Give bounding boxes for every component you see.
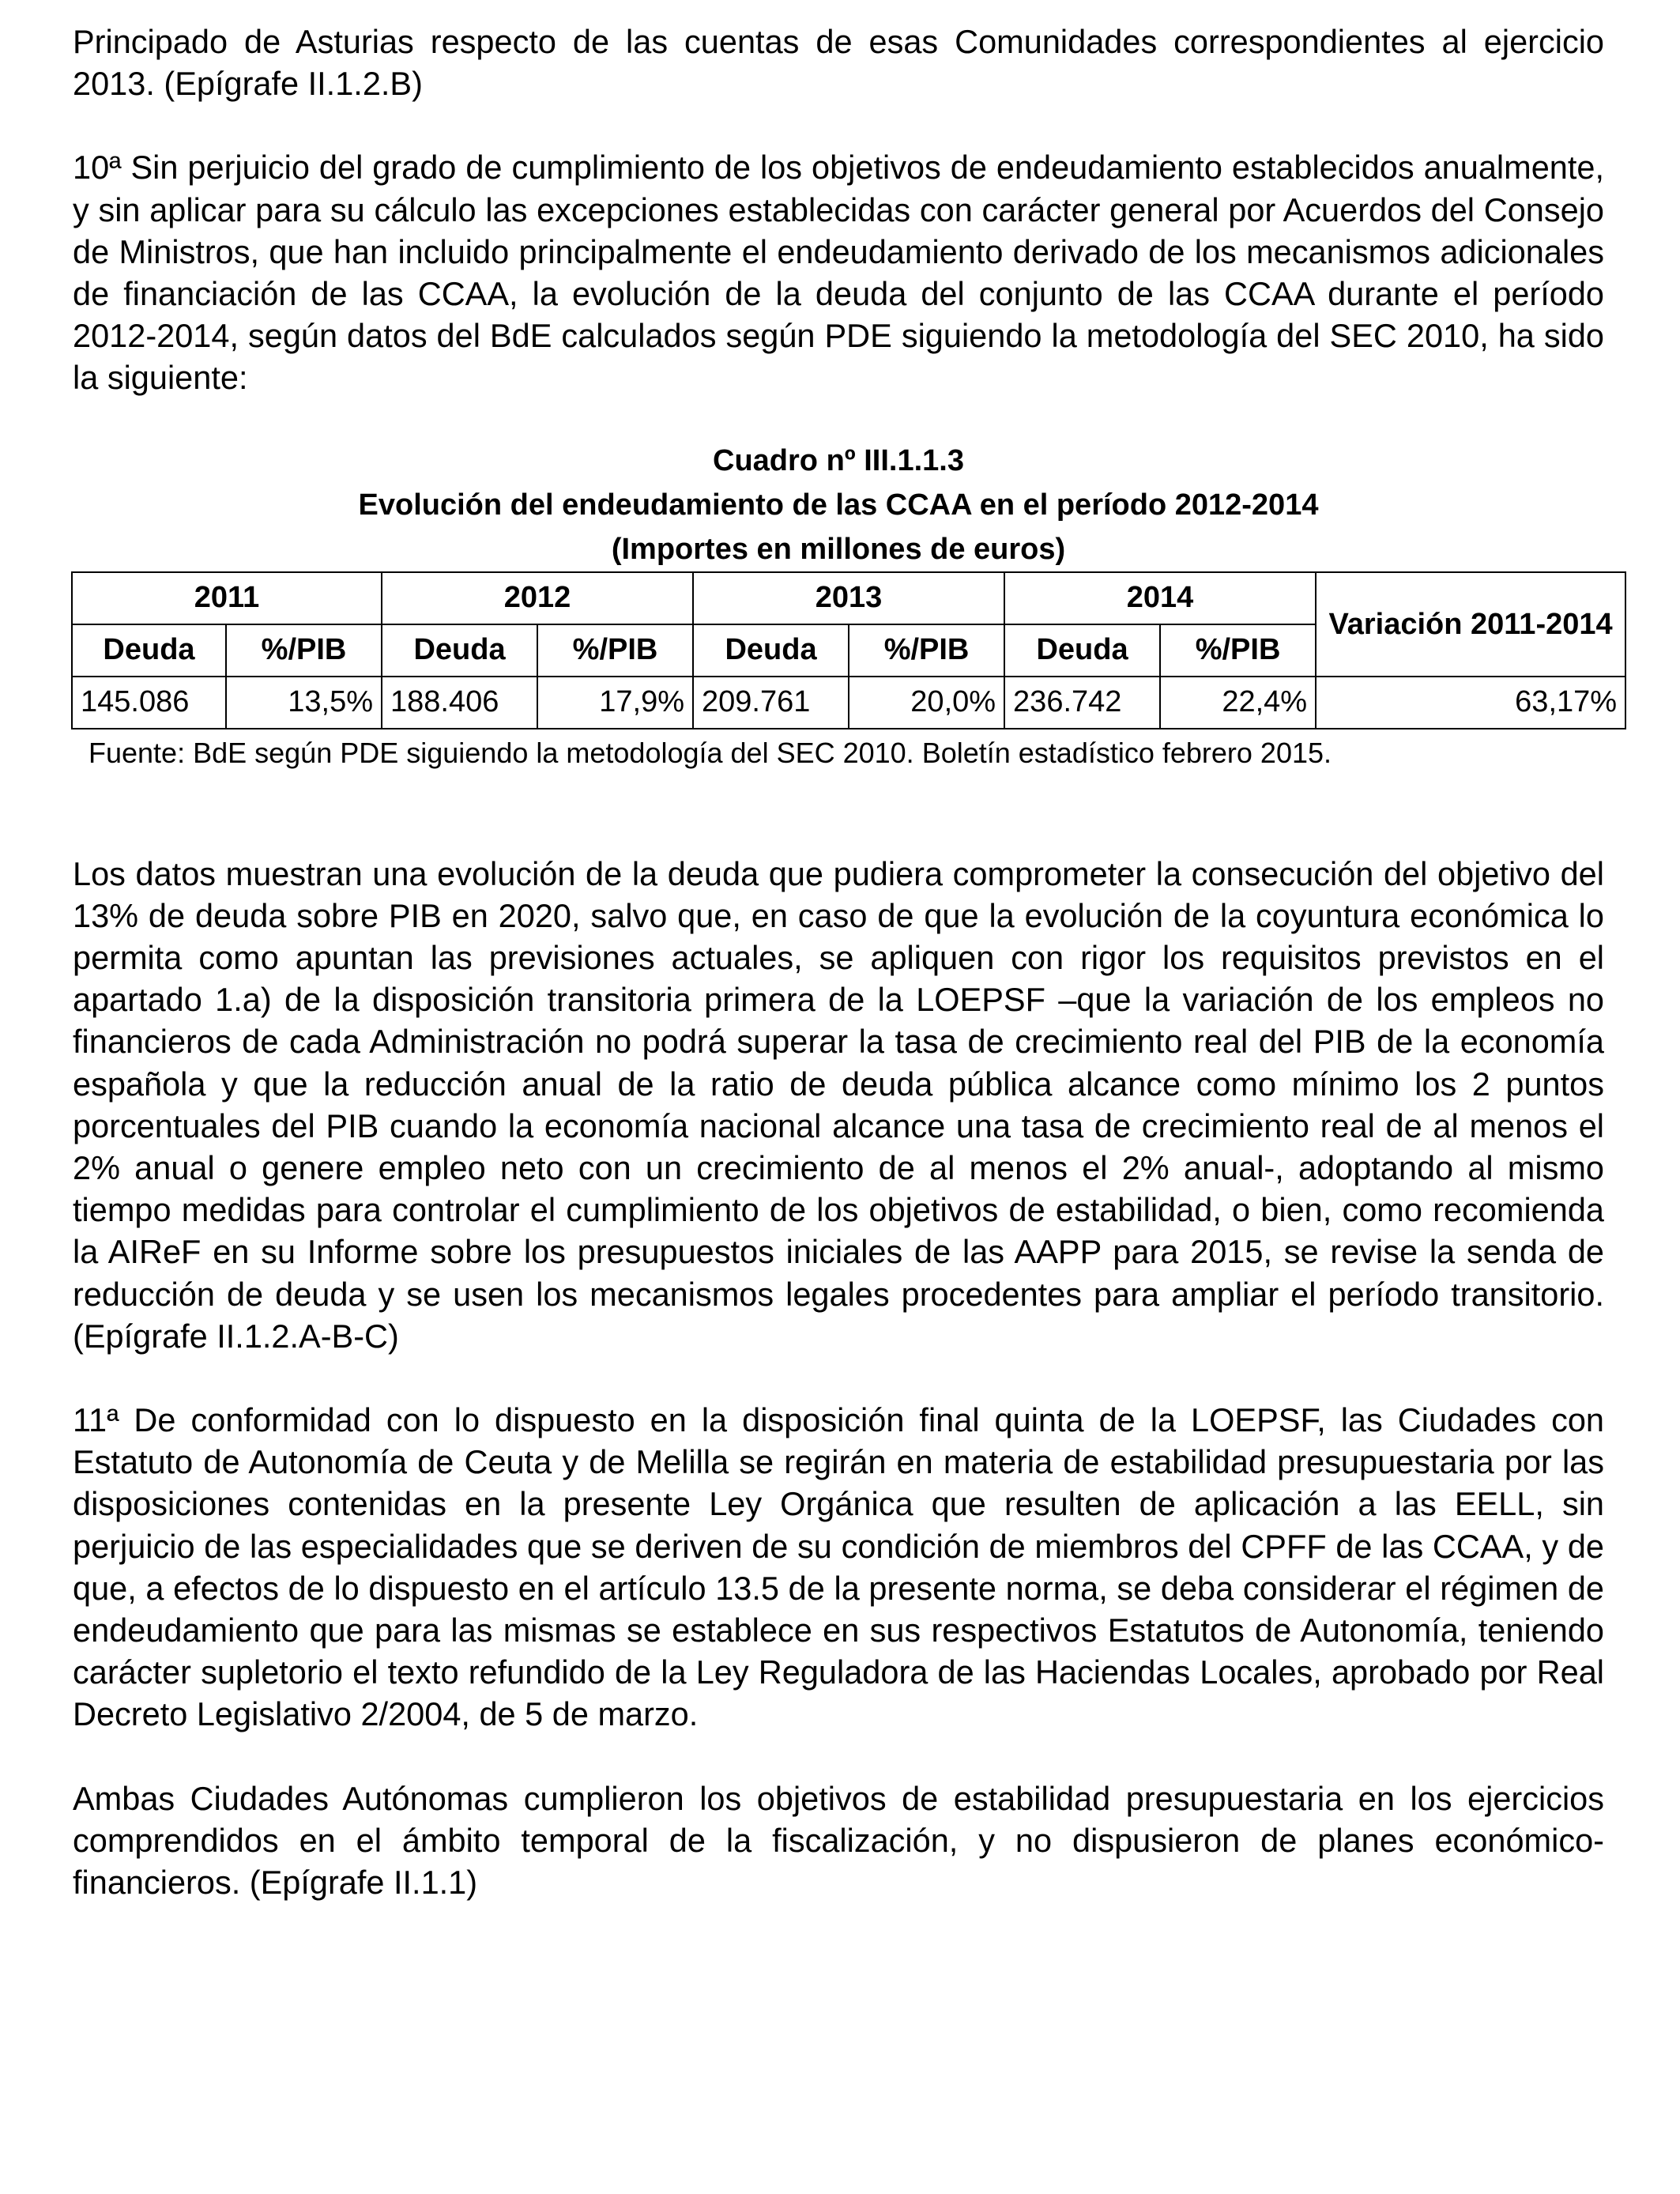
pct-gdp-header: %/PIB bbox=[849, 624, 1004, 677]
table-data-row bbox=[72, 677, 1625, 729]
pct-gdp-2012: 17,9% bbox=[537, 677, 693, 729]
debt-header: Deuda bbox=[72, 624, 226, 677]
debt-2014: 236.742 bbox=[1004, 677, 1160, 729]
table-caption bbox=[73, 439, 1604, 571]
debt-header: Deuda bbox=[382, 624, 537, 677]
pct-gdp-2014: 22,4% bbox=[1160, 677, 1316, 729]
document-page bbox=[73, 21, 1618, 1903]
paragraph-ceuta-melilla: Ambas Ciudades Autónomas cumplieron los objetivos de estabilidad presupuestaria en los ejercicios comprendidos en el ámbito temporal de la fiscalización, y no dispusieron de planes económico-financieros. (Epígrafe II.1.1) bbox=[73, 1779, 1604, 1902]
table-header-row-years bbox=[72, 572, 1625, 624]
paragraph-continuation: Principado de Asturias respecto de las cuentas de esas Comunidades correspondientes al ejercicio 2013. (Epígrafe II.1.2.B) bbox=[73, 23, 1604, 103]
variation-header: Variación 2011-2014 bbox=[1316, 572, 1625, 677]
table-source: Fuente: BdE según PDE siguiendo la metodología del SEC 2010. Boletín estadístico febrero 2015. bbox=[89, 736, 1332, 769]
pct-gdp-2013: 20,0% bbox=[849, 677, 1004, 729]
paragraph-conclusion-11: 11ª De conformidad con lo dispuesto en la disposición final quinta de la LOEPSF, las Ciudades con Estatuto de Autonomía de Ceuta y de Melilla se regirán en materia de estabilidad presupuestaria por las disposiciones contenidas en la presente Ley Orgánica que resulten de aplicación a las EELL, sin perjuicio de las especialidades que se deriven de su condición de miembros del CPFF de las CCAA, y de que, a efectos de lo dispuesto en el artículo 13.5 de la presente norma, se deba considerar el régimen de endeudamiento que para las mismas se establece en sus respectivos Estatutos de Autonomía, teniendo carácter supletorio el texto refundido de la Ley Reguladora de las Haciendas Locales, aprobado por Real Decreto Legislativo 2/2004, de 5 de marzo. bbox=[73, 1401, 1604, 1733]
debt-2011: 145.086 bbox=[72, 677, 226, 729]
paragraph-conclusion-10: 10ª Sin perjuicio del grado de cumplimiento de los objetivos de endeudamiento establecidos anualmente, y sin aplicar para su cálculo las excepciones establecidas con carácter general por Acuerdos del Consejo de Ministros, que han incluido principalmente el endeudamiento derivado de los mecanismos adicionales de financiación de las CCAA, la evolución de la deuda del conjunto de las CCAA durante el período 2012-2014, según datos del BdE calculados según PDE siguiendo la metodología del SEC 2010, ha sido la siguiente: bbox=[73, 149, 1604, 397]
debt-header: Deuda bbox=[1004, 624, 1160, 677]
variation-value: 63,17% bbox=[1316, 677, 1625, 729]
debt-2012: 188.406 bbox=[382, 677, 537, 729]
debt-2013: 209.761 bbox=[693, 677, 849, 729]
year-header-2014: 2014 bbox=[1004, 572, 1316, 624]
table-number: Cuadro nº III.1.1.3 bbox=[713, 443, 964, 477]
pct-gdp-header: %/PIB bbox=[1160, 624, 1316, 677]
pct-gdp-2011: 13,5% bbox=[226, 677, 382, 729]
pct-gdp-header: %/PIB bbox=[537, 624, 693, 677]
table-title: Evolución del endeudamiento de las CCAA en el período 2012-2014 bbox=[358, 488, 1319, 522]
paragraph-data-analysis: Los datos muestran una evolución de la deuda que pudiera comprometer la consecución del objetivo del 13% de deuda sobre PIB en 2020, salvo que, en caso de que la evolución de la coyuntura económica lo permita como apuntan las previsiones actuales, se apliquen con rigor los requisitos previstos en el apartado 1.a) de la disposición transitoria primera de la LOEPSF –que la variación de los empleos no financieros de cada Administración no podrá superar la tasa de crecimiento real del PIB de la economía española y que la reducción anual de la ratio de deuda pública alcance como mínimo los 2 puntos porcentuales del PIB cuando la economía nacional alcance una tasa de crecimiento real de al menos el 2% anual o genere empleo neto con un crecimiento de al menos el 2% anual-, adoptando al mismo tiempo medidas para controlar el cumplimiento de los objetivos de estabilidad, o bien, como recomienda la AIReF en su Informe sobre los presupuestos iniciales de las AAPP para 2015, se revise la senda de reducción de deuda y se usen los mecanismos legales procedentes para ampliar el período transitorio. (Epígrafe II.1.2.A-B-C) bbox=[73, 854, 1604, 1355]
year-header-2012: 2012 bbox=[382, 572, 693, 624]
year-header-2013: 2013 bbox=[693, 572, 1004, 624]
year-header-2011: 2011 bbox=[72, 572, 382, 624]
debt-header: Deuda bbox=[693, 624, 849, 677]
debt-evolution-table bbox=[71, 571, 1626, 729]
pct-gdp-header: %/PIB bbox=[226, 624, 382, 677]
table-units: (Importes en millones de euros) bbox=[611, 532, 1066, 566]
